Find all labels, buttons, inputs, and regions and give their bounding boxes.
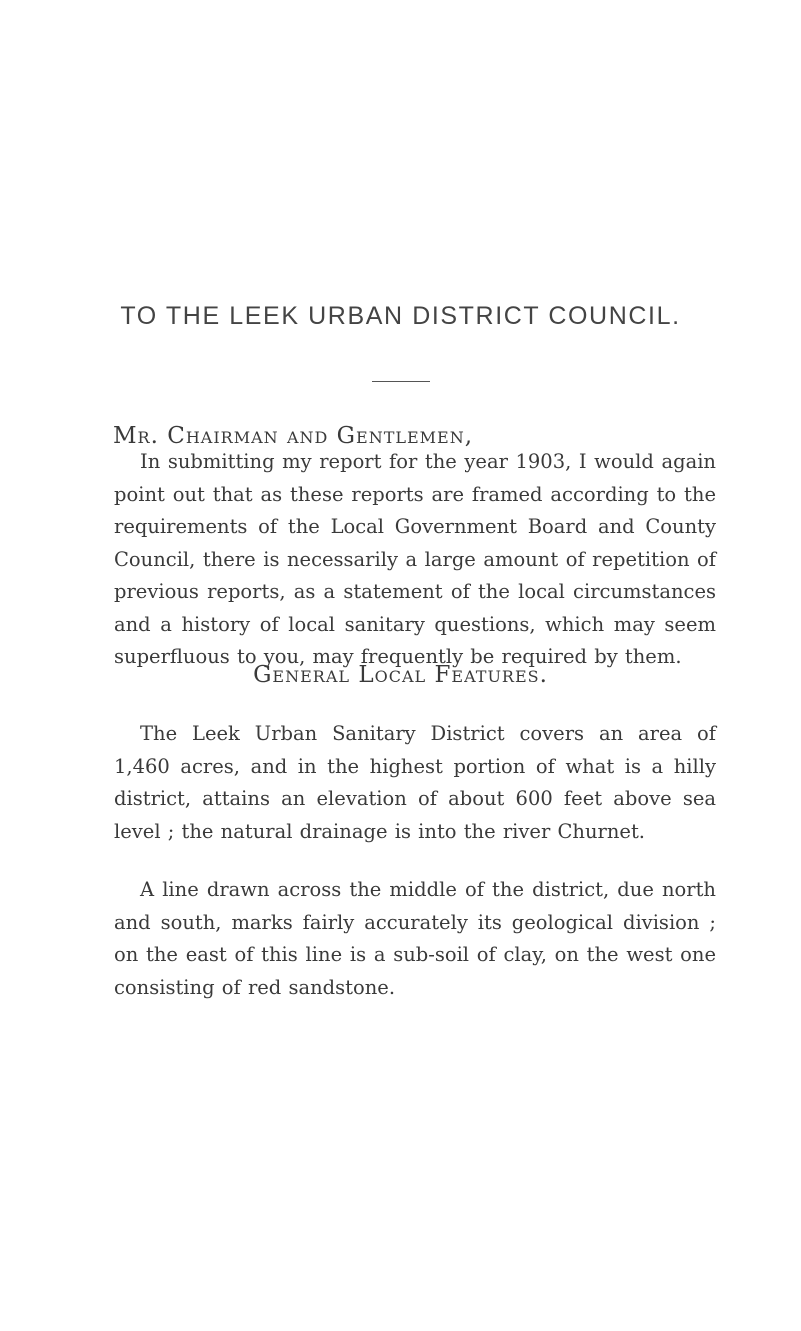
page-title: TO THE LEEK URBAN DISTRICT COUNCIL. bbox=[120, 302, 681, 330]
section-heading: General Local Features. bbox=[253, 662, 548, 688]
salutation: Mr. Chairman and Gentlemen, bbox=[113, 423, 474, 449]
title-divider bbox=[372, 381, 430, 382]
paragraph-report-intro: In submitting my report for the year 1903, I would again point out that as these reports are framed according to the requirements of the Local Government Board and County Council, there is necessarily a large amount of repetition of previous reports, as a statement of the local circumstances and a history of local sanitary questions, which may seem superfluous to you, may frequently be required by them. bbox=[114, 450, 716, 668]
paragraph-district-area: The Leek Urban Sanitary District covers an area of 1,460 acres, and in the highest portion of what is a hilly district, attains an elevation of about 600 feet above sea level ; the natural drainage is into the river Churnet. bbox=[114, 722, 716, 843]
paragraph-geology: A line drawn across the middle of the district, due north and south, marks fairly accurately its geological division ; on the east of this line is a sub-soil of clay, on the west one consisting of red sandstone. bbox=[114, 878, 716, 999]
